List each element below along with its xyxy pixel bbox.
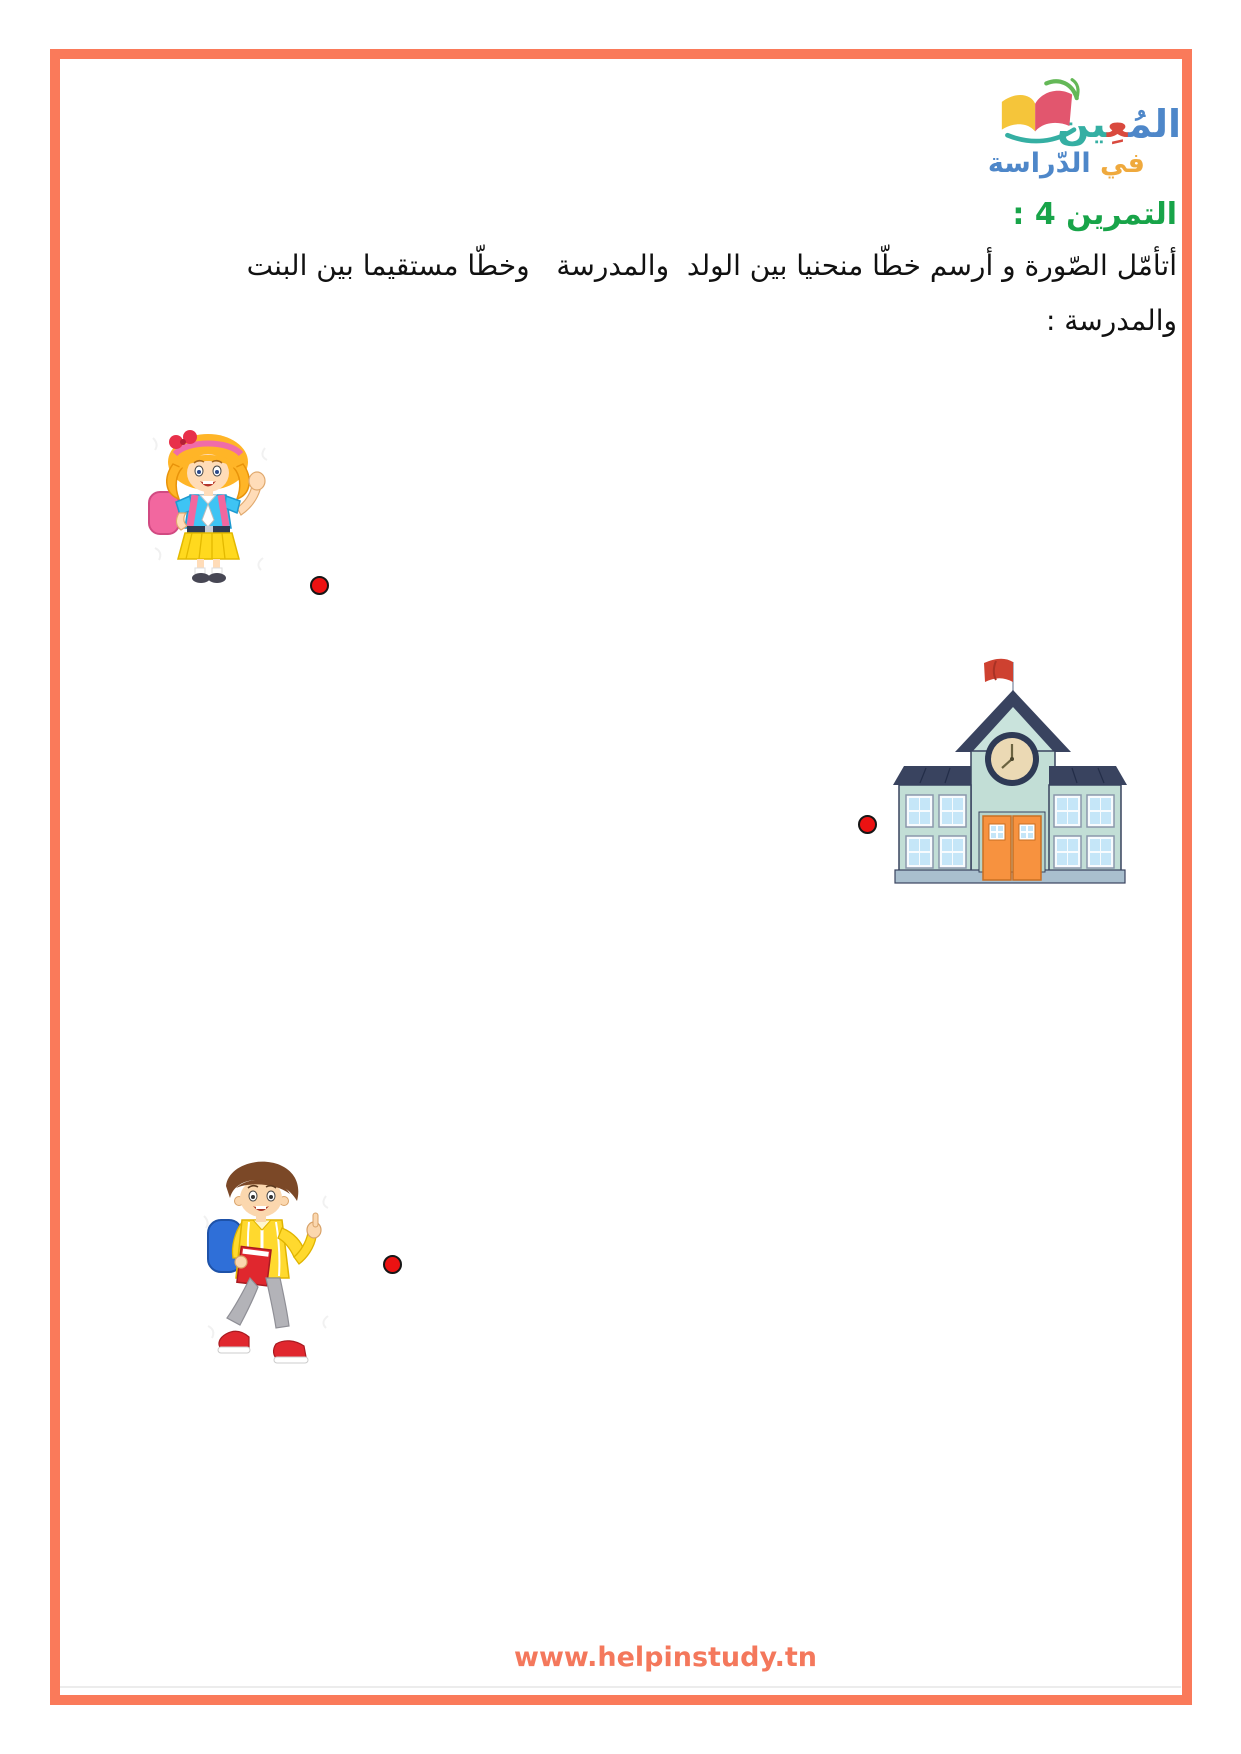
red-point-school	[858, 815, 877, 834]
logo-title-line2	[988, 148, 1145, 180]
logo-line1-segment: ين	[1057, 102, 1107, 146]
girl-student-drawing	[145, 428, 283, 586]
exercise-heading: التمرين 4 :	[1012, 197, 1177, 232]
instruction-line-2: والمدرسة :	[1045, 304, 1177, 337]
logo-title-line1	[1057, 102, 1181, 146]
instruction-line-1: أتأمّل الصّورة و أرسم خطّا منحنيا بين الولد والمدرسة وخطّا مستقيما بين البنت	[246, 249, 1177, 282]
red-point-boy	[383, 1255, 402, 1274]
girl-student-illustration	[145, 428, 283, 586]
school-building-drawing	[892, 654, 1128, 890]
boy-student-illustration	[196, 1156, 344, 1368]
footer-url: www.helpinstudy.tn	[514, 1642, 817, 1673]
footer-divider	[60, 1686, 1181, 1688]
brand-logo	[985, 70, 1185, 190]
logo-line1-segment: المُ	[1128, 102, 1181, 146]
instruction-text	[140, 238, 1177, 348]
logo-line2-segment: الدّراسة	[987, 148, 1091, 179]
logo-line2-segment: في	[1090, 148, 1145, 179]
red-point-girl	[310, 576, 329, 595]
school-building-illustration	[892, 654, 1128, 890]
logo-line1-segment: عِ	[1106, 102, 1129, 146]
boy-student-drawing	[196, 1156, 344, 1368]
